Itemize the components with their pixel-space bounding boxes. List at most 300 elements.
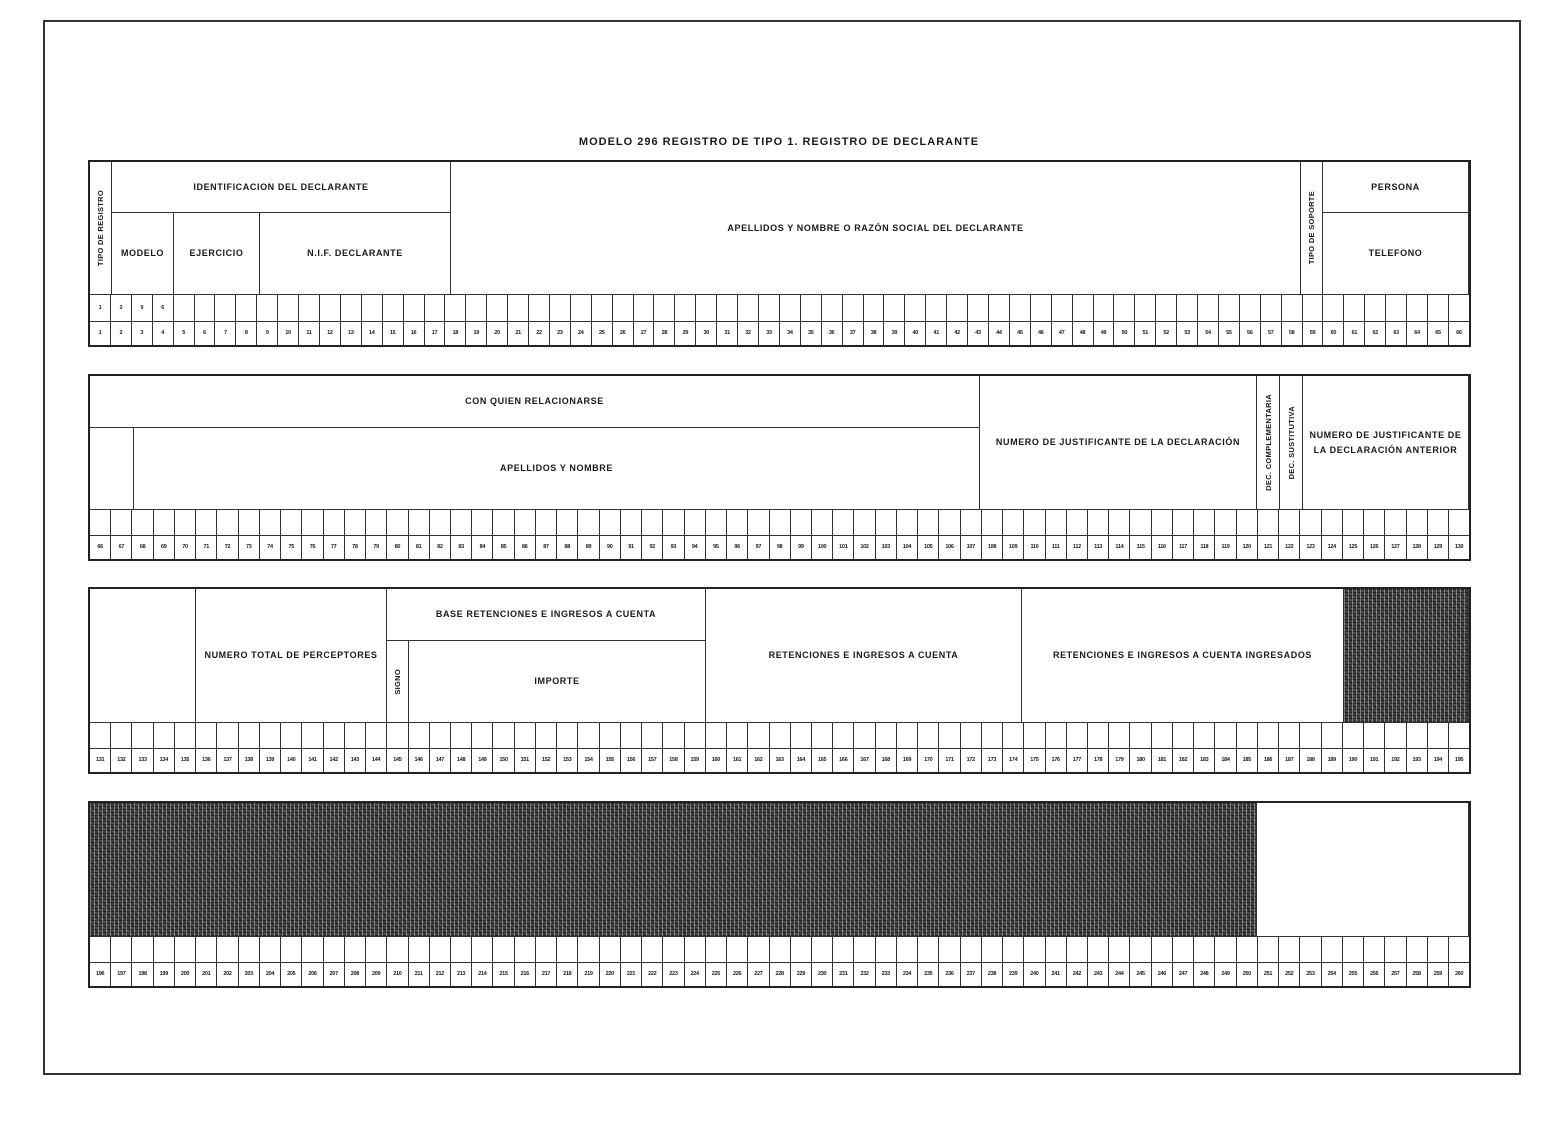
input-box[interactable] (320, 295, 341, 321)
input-box[interactable] (1343, 510, 1364, 535)
input-box[interactable] (876, 510, 897, 535)
input-box[interactable] (843, 295, 864, 321)
position-number: 17 (425, 321, 446, 345)
input-box[interactable] (685, 937, 706, 962)
input-box[interactable] (260, 937, 281, 962)
input-box[interactable] (260, 723, 281, 748)
input-box[interactable] (685, 510, 706, 535)
input-box[interactable] (791, 937, 812, 962)
input-box[interactable] (90, 510, 111, 535)
input-box[interactable] (1240, 295, 1261, 321)
input-box[interactable] (175, 723, 196, 748)
input-box[interactable] (493, 937, 514, 962)
position-number: 151 (515, 748, 536, 772)
input-box[interactable] (1364, 510, 1385, 535)
input-box[interactable] (383, 295, 404, 321)
input-box[interactable] (451, 937, 472, 962)
input-box[interactable] (1173, 937, 1194, 962)
input-box[interactable] (918, 723, 939, 748)
input-box[interactable] (515, 937, 536, 962)
input-box[interactable] (529, 295, 550, 321)
input-box[interactable] (1407, 723, 1428, 748)
input-box[interactable] (1173, 723, 1194, 748)
input-box[interactable] (445, 295, 466, 321)
input-box[interactable] (1237, 723, 1258, 748)
input-box[interactable] (409, 510, 430, 535)
input-box[interactable] (717, 295, 738, 321)
position-number: 56 (1240, 321, 1261, 345)
input-box[interactable] (278, 295, 299, 321)
input-box[interactable]: 6 (153, 295, 174, 321)
input-box[interactable] (90, 937, 111, 962)
input-box[interactable] (1073, 295, 1094, 321)
con-quien-header: CON QUIEN RELACIONARSE (90, 376, 980, 428)
input-box[interactable] (982, 937, 1003, 962)
position-number: 232 (854, 962, 875, 986)
input-box[interactable] (1152, 723, 1173, 748)
input-box[interactable] (1215, 510, 1236, 535)
input-box[interactable] (487, 295, 508, 321)
input-box[interactable] (1303, 295, 1324, 321)
input-box[interactable] (302, 937, 323, 962)
input-box[interactable] (404, 295, 425, 321)
position-number: 251 (1258, 962, 1279, 986)
position-number: 123 (1300, 535, 1321, 559)
input-box[interactable] (1114, 295, 1135, 321)
input-box[interactable] (578, 723, 599, 748)
input-box[interactable] (345, 510, 366, 535)
input-box[interactable] (961, 510, 982, 535)
input-box[interactable] (1177, 295, 1198, 321)
position-number: 212 (430, 962, 451, 986)
input-box[interactable] (466, 295, 487, 321)
input-box[interactable] (642, 723, 663, 748)
input-box[interactable] (1343, 937, 1364, 962)
input-box[interactable] (536, 510, 557, 535)
input-box[interactable]: 1 (90, 295, 111, 321)
input-box[interactable] (1130, 937, 1151, 962)
input-box[interactable] (918, 937, 939, 962)
input-box[interactable] (1198, 295, 1219, 321)
input-box[interactable] (196, 723, 217, 748)
input-box[interactable] (1385, 510, 1406, 535)
input-box[interactable] (1067, 723, 1088, 748)
input-box[interactable] (578, 510, 599, 535)
input-box[interactable] (1088, 723, 1109, 748)
input-box[interactable] (324, 723, 345, 748)
position-number: 95 (706, 535, 727, 559)
input-box[interactable] (1130, 510, 1151, 535)
input-box[interactable] (472, 937, 493, 962)
input-box[interactable] (1258, 937, 1279, 962)
input-box[interactable] (515, 723, 536, 748)
input-box[interactable] (1300, 510, 1321, 535)
input-box[interactable] (642, 510, 663, 535)
input-box[interactable] (1067, 510, 1088, 535)
input-box[interactable] (1215, 937, 1236, 962)
input-box[interactable] (1031, 295, 1052, 321)
input-box[interactable] (387, 937, 408, 962)
input-box[interactable] (642, 937, 663, 962)
input-box[interactable] (132, 937, 153, 962)
input-box[interactable] (727, 937, 748, 962)
input-box[interactable] (1094, 295, 1115, 321)
input-box[interactable] (706, 510, 727, 535)
input-box[interactable] (154, 723, 175, 748)
input-box[interactable] (281, 510, 302, 535)
input-box[interactable] (1428, 510, 1449, 535)
input-box[interactable] (780, 295, 801, 321)
input-box[interactable] (727, 510, 748, 535)
input-box[interactable] (239, 723, 260, 748)
input-box[interactable] (1385, 937, 1406, 962)
input-box[interactable] (663, 723, 684, 748)
position-number: 58 (1282, 321, 1303, 345)
input-box[interactable] (621, 510, 642, 535)
position-number: 173 (982, 748, 1003, 772)
input-box[interactable] (600, 510, 621, 535)
input-box[interactable] (302, 510, 323, 535)
input-box[interactable] (1258, 510, 1279, 535)
input-box[interactable] (1322, 510, 1343, 535)
input-box[interactable] (536, 723, 557, 748)
position-number: 201 (196, 962, 217, 986)
input-box[interactable] (738, 295, 759, 321)
input-box[interactable] (1046, 937, 1067, 962)
input-box[interactable] (1219, 295, 1240, 321)
input-box[interactable] (685, 723, 706, 748)
input-box[interactable] (675, 295, 696, 321)
input-box[interactable] (1449, 510, 1469, 535)
input-box[interactable] (1449, 723, 1469, 748)
input-box[interactable] (257, 295, 278, 321)
input-box[interactable] (472, 510, 493, 535)
position-number: 12 (320, 321, 341, 345)
section-importes (88, 587, 1471, 774)
input-box[interactable] (982, 723, 1003, 748)
input-box[interactable] (1386, 295, 1407, 321)
input-box[interactable] (663, 510, 684, 535)
input-box[interactable] (215, 295, 236, 321)
position-number: 27 (634, 321, 655, 345)
input-box[interactable] (557, 937, 578, 962)
input-box[interactable] (621, 937, 642, 962)
input-box[interactable] (897, 937, 918, 962)
input-box[interactable] (621, 723, 642, 748)
input-box[interactable] (550, 295, 571, 321)
input-box[interactable] (1003, 510, 1024, 535)
input-box[interactable] (345, 723, 366, 748)
input-box[interactable] (1109, 723, 1130, 748)
input-box[interactable]: 9 (132, 295, 153, 321)
input-box[interactable] (939, 510, 960, 535)
position-number: 79 (366, 535, 387, 559)
position-number: 11 (299, 321, 320, 345)
retenciones-ingresadas-header: RETENCIONES E INGRESOS A CUENTA INGRESADOS (1022, 589, 1344, 723)
input-box[interactable] (1088, 510, 1109, 535)
input-box[interactable] (154, 937, 175, 962)
input-box[interactable] (571, 295, 592, 321)
input-box[interactable] (1003, 937, 1024, 962)
position-number: 36 (822, 321, 843, 345)
input-box[interactable] (1215, 723, 1236, 748)
input-box[interactable] (1194, 937, 1215, 962)
input-box[interactable] (1109, 937, 1130, 962)
input-box[interactable] (706, 723, 727, 748)
input-box[interactable] (864, 295, 885, 321)
input-box[interactable] (947, 295, 968, 321)
input-box[interactable] (1300, 723, 1321, 748)
input-box[interactable] (1407, 937, 1428, 962)
position-number: 150 (493, 748, 514, 772)
input-box[interactable] (1152, 510, 1173, 535)
input-box[interactable] (1279, 510, 1300, 535)
input-box[interactable] (111, 723, 132, 748)
input-box[interactable] (854, 510, 875, 535)
input-box[interactable] (111, 937, 132, 962)
input-box[interactable] (897, 510, 918, 535)
input-box[interactable] (1428, 937, 1449, 962)
input-box[interactable] (1279, 937, 1300, 962)
input-box[interactable] (493, 723, 514, 748)
position-number: 13 (341, 321, 362, 345)
input-box[interactable] (989, 295, 1010, 321)
input-box[interactable] (918, 510, 939, 535)
input-box[interactable] (174, 295, 195, 321)
input-box[interactable] (1449, 295, 1469, 321)
input-box[interactable] (770, 723, 791, 748)
input-box[interactable] (1258, 723, 1279, 748)
input-box[interactable] (366, 723, 387, 748)
input-box[interactable] (1428, 723, 1449, 748)
input-box[interactable] (132, 723, 153, 748)
input-box[interactable] (451, 510, 472, 535)
input-box[interactable] (451, 723, 472, 748)
modelo-header: MODELO (112, 213, 174, 295)
input-box[interactable] (748, 937, 769, 962)
input-box[interactable]: 2 (111, 295, 132, 321)
input-box[interactable] (1365, 295, 1386, 321)
input-box[interactable] (833, 510, 854, 535)
input-box[interactable] (175, 937, 196, 962)
input-box[interactable] (217, 937, 238, 962)
input-box[interactable] (939, 723, 960, 748)
section-reservado (88, 801, 1471, 988)
input-box[interactable] (196, 937, 217, 962)
input-box[interactable] (341, 295, 362, 321)
position-number: 164 (791, 748, 812, 772)
input-box[interactable] (281, 723, 302, 748)
input-box[interactable] (1322, 937, 1343, 962)
input-box[interactable] (425, 295, 446, 321)
input-box[interactable] (1173, 510, 1194, 535)
input-box[interactable] (111, 510, 132, 535)
position-number: 219 (578, 962, 599, 986)
input-box[interactable] (239, 510, 260, 535)
input-box[interactable] (299, 295, 320, 321)
input-box[interactable] (968, 295, 989, 321)
position-number: 184 (1215, 748, 1236, 772)
input-box[interactable] (409, 723, 430, 748)
input-box[interactable] (90, 723, 111, 748)
position-number: 154 (578, 748, 599, 772)
input-box[interactable] (759, 295, 780, 321)
input-box[interactable] (324, 937, 345, 962)
input-box[interactable] (557, 723, 578, 748)
position-number: 190 (1343, 748, 1364, 772)
input-box[interactable] (217, 723, 238, 748)
input-box[interactable] (905, 295, 926, 321)
input-box[interactable] (1024, 937, 1045, 962)
input-box[interactable] (822, 295, 843, 321)
input-box[interactable] (1046, 510, 1067, 535)
input-box[interactable] (1364, 937, 1385, 962)
position-number: 57 (1261, 321, 1282, 345)
input-box[interactable] (1407, 510, 1428, 535)
input-box[interactable] (281, 937, 302, 962)
input-box[interactable] (854, 937, 875, 962)
input-box[interactable] (196, 510, 217, 535)
input-box[interactable] (791, 723, 812, 748)
input-box[interactable] (791, 510, 812, 535)
input-box[interactable] (600, 723, 621, 748)
input-box[interactable] (515, 510, 536, 535)
input-box[interactable] (812, 723, 833, 748)
input-box[interactable] (472, 723, 493, 748)
input-box[interactable] (961, 723, 982, 748)
num-justificante-anterior-header: NUMERO DE JUSTIFICANTE DE LA DECLARACIÓN ANTERIOR (1303, 376, 1469, 510)
input-box[interactable] (1237, 510, 1258, 535)
input-box[interactable] (654, 295, 675, 321)
input-box[interactable] (430, 510, 451, 535)
input-box[interactable] (1237, 937, 1258, 962)
input-box[interactable] (324, 510, 345, 535)
position-number: 117 (1173, 535, 1194, 559)
input-box[interactable] (926, 295, 947, 321)
input-box[interactable] (493, 510, 514, 535)
input-box[interactable] (387, 510, 408, 535)
input-box[interactable] (592, 295, 613, 321)
position-number: 67 (111, 535, 132, 559)
input-box[interactable] (217, 510, 238, 535)
input-box[interactable] (613, 295, 634, 321)
position-number: 96 (727, 535, 748, 559)
input-box[interactable] (578, 937, 599, 962)
input-box[interactable] (1156, 295, 1177, 321)
input-box[interactable] (409, 937, 430, 962)
input-box[interactable] (706, 937, 727, 962)
input-box[interactable] (961, 937, 982, 962)
input-box[interactable] (1385, 723, 1406, 748)
input-box[interactable] (600, 937, 621, 962)
input-box[interactable] (1135, 295, 1156, 321)
input-box[interactable] (1130, 723, 1151, 748)
input-box[interactable] (236, 295, 257, 321)
input-box[interactable] (1109, 510, 1130, 535)
input-box[interactable] (748, 723, 769, 748)
input-box[interactable] (430, 723, 451, 748)
input-box[interactable] (982, 510, 1003, 535)
input-box[interactable] (801, 295, 822, 321)
input-box[interactable] (812, 510, 833, 535)
input-box[interactable] (1003, 723, 1024, 748)
input-box[interactable] (1088, 937, 1109, 962)
input-box[interactable] (1449, 937, 1469, 962)
input-box[interactable] (1067, 937, 1088, 962)
position-number: 193 (1407, 748, 1428, 772)
position-number: 253 (1300, 962, 1321, 986)
position-number: 146 (409, 748, 430, 772)
input-box[interactable] (876, 723, 897, 748)
input-box[interactable] (833, 723, 854, 748)
input-box[interactable] (1343, 723, 1364, 748)
input-box[interactable] (1428, 295, 1449, 321)
input-box[interactable] (727, 723, 748, 748)
input-box[interactable] (260, 510, 281, 535)
input-box[interactable] (1323, 295, 1344, 321)
input-box[interactable] (748, 510, 769, 535)
input-box[interactable] (175, 510, 196, 535)
input-box[interactable] (1010, 295, 1031, 321)
input-box[interactable] (366, 510, 387, 535)
input-box[interactable] (1024, 723, 1045, 748)
input-box[interactable] (1052, 295, 1073, 321)
input-box[interactable] (884, 295, 905, 321)
input-box[interactable] (897, 723, 918, 748)
input-box[interactable] (770, 510, 791, 535)
input-box[interactable] (1024, 510, 1045, 535)
input-box[interactable] (1322, 723, 1343, 748)
position-number: 249 (1215, 962, 1236, 986)
input-box[interactable] (1282, 295, 1303, 321)
input-box[interactable] (1364, 723, 1385, 748)
input-box[interactable] (833, 937, 854, 962)
input-box[interactable] (557, 510, 578, 535)
input-box[interactable] (154, 510, 175, 535)
input-box[interactable] (508, 295, 529, 321)
input-box[interactable] (536, 937, 557, 962)
input-box[interactable] (1279, 723, 1300, 748)
input-box[interactable] (366, 937, 387, 962)
input-box[interactable] (1194, 510, 1215, 535)
input-box[interactable] (1300, 937, 1321, 962)
input-box[interactable] (345, 937, 366, 962)
input-box[interactable] (812, 937, 833, 962)
input-box[interactable] (663, 937, 684, 962)
input-box[interactable] (302, 723, 323, 748)
input-box[interactable] (239, 937, 260, 962)
input-row (90, 723, 1469, 749)
input-box[interactable] (1152, 937, 1173, 962)
input-box[interactable] (770, 937, 791, 962)
input-box[interactable] (634, 295, 655, 321)
position-number: 159 (685, 748, 706, 772)
input-box[interactable] (1194, 723, 1215, 748)
input-box[interactable] (430, 937, 451, 962)
input-box[interactable] (132, 510, 153, 535)
input-box[interactable] (1407, 295, 1428, 321)
input-box[interactable] (939, 937, 960, 962)
input-box[interactable] (876, 937, 897, 962)
input-box[interactable] (1046, 723, 1067, 748)
input-box[interactable] (195, 295, 216, 321)
input-box[interactable] (362, 295, 383, 321)
input-box[interactable] (387, 723, 408, 748)
input-box[interactable] (854, 723, 875, 748)
input-box[interactable] (1344, 295, 1365, 321)
input-box[interactable] (696, 295, 717, 321)
input-box[interactable] (1261, 295, 1282, 321)
